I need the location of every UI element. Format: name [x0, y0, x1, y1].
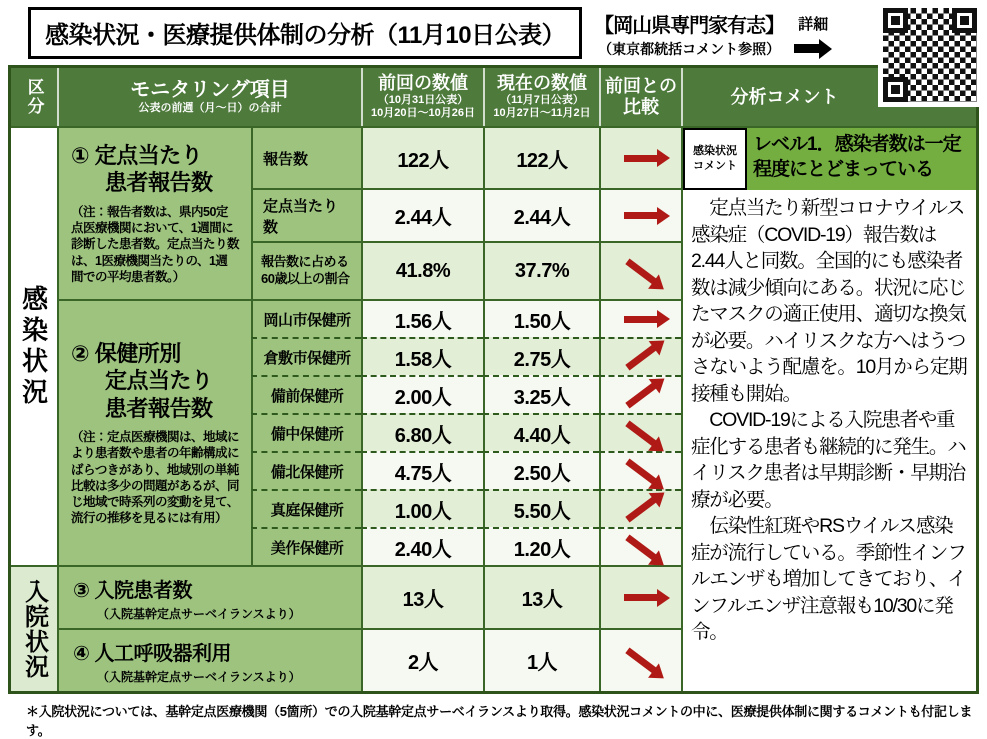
section-2-by-health-center: ② 保健所別 定点当たり 患者報告数 （注：定点医療機関は、地域により患者数や患者の年齢構成にばらつきがあり、地域別の単純比較は多少の問題があるが、同じ地域で時系列の変動を見て、流行の推移を見るには有用） — [57, 299, 251, 565]
row-label-over-60-ratio: 報告数に占める60歳以上の割合 — [251, 241, 361, 299]
qr-code — [878, 3, 982, 107]
comment-paragraph: 定点当たり新型コロナウイルス感染症（COVID-19）報告数は2.44人と同数。全国的にも感染者数は減少傾向にある。状況に応じたマスクの適正使用、適切な換気が必要。ハイリスクな方へはうつさないよう配慮を。10月から定期接種も開始。 — [691, 197, 967, 405]
level-statement: レベル1．感染者数は一定程度にとどまっている — [747, 128, 976, 190]
section-4-ventilator-use: ④ 人工呼吸器利用 （入院基幹定点サーベイランスより） — [57, 628, 361, 691]
trend-arrow-icon — [625, 420, 656, 446]
current-value: 122人 — [483, 126, 599, 188]
trend-arrow-icon — [625, 258, 656, 284]
source-name: 【岡山県専門家有志】 — [594, 15, 785, 37]
infection-status-comment-badge: 感染状況コメント — [683, 128, 747, 190]
comment-paragraph: 伝染性紅斑やRSウイルス感染症が流行している。季節性インフルエンザも増加してきており、インフルエンザ注意報も10/30に発令。 — [691, 515, 966, 644]
current-value: 13人 — [483, 565, 599, 628]
trend-arrow — [599, 337, 681, 375]
prev-value: 1.58人 — [361, 337, 483, 375]
prev-value: 2.40人 — [361, 527, 483, 565]
trend-arrow — [599, 628, 681, 691]
row-label-per-fixed-point: 定点当たり数 — [251, 188, 361, 241]
trend-arrow — [599, 565, 681, 628]
trend-arrow-icon — [625, 534, 656, 560]
row-label-bitchu: 備中保健所 — [251, 413, 361, 451]
trend-arrow — [599, 126, 681, 188]
prev-value: 2.44人 — [361, 188, 483, 241]
prev-value: 122人 — [361, 126, 483, 188]
row-label-bihoku: 備北保健所 — [251, 451, 361, 489]
top-bar — [0, 7, 987, 59]
page-title-text: 感染状況・医療提供体制の分析（11月10日公表） — [45, 22, 566, 49]
current-value: 2.75人 — [483, 337, 599, 375]
header-prev-value: 前回の数値 （10月31日公表） 10月20日～10月26日 — [361, 68, 483, 126]
trend-arrow-icon — [625, 344, 656, 370]
detail-block — [794, 13, 832, 53]
trend-arrow-icon — [624, 155, 658, 162]
category-infection-status: 感染状況 — [11, 126, 57, 565]
qr-finder-icon — [952, 8, 977, 33]
row-label-maniwa: 真庭保健所 — [251, 489, 361, 527]
header-compare: 前回との比較 — [599, 68, 681, 126]
comment-body — [683, 190, 976, 646]
prev-value: 2人 — [361, 628, 483, 691]
trend-arrow — [599, 489, 681, 527]
prev-value: 1.00人 — [361, 489, 483, 527]
trend-arrow-icon — [624, 212, 658, 219]
prev-value: 1.56人 — [361, 299, 483, 337]
trend-arrow-icon — [625, 458, 656, 484]
detail-label: 詳細 — [798, 16, 829, 33]
trend-arrow-icon — [625, 382, 656, 408]
current-value: 2.50人 — [483, 451, 599, 489]
current-value: 3.25人 — [483, 375, 599, 413]
page-title — [28, 7, 582, 59]
header-monitoring: モニタリング項目 公表の前週（月～日）の合計 — [57, 68, 361, 126]
header-kubun: 区分 — [11, 68, 57, 126]
current-value: 4.40人 — [483, 413, 599, 451]
row-label-bizen: 備前保健所 — [251, 375, 361, 413]
current-value: 5.50人 — [483, 489, 599, 527]
section-1-fixed-point-reports: ① 定点当たり 患者報告数 （注：報告者数は、県内50定点医療機関において、1週間に診断した患者数。定点当たり数は、1医療機関当たりの、1週間での平均患者数。） — [57, 126, 251, 299]
prev-value: 6.80人 — [361, 413, 483, 451]
trend-arrow — [599, 375, 681, 413]
row-label-okayama-city: 岡山市保健所 — [251, 299, 361, 337]
trend-arrow-icon — [625, 647, 656, 673]
trend-arrow — [599, 451, 681, 489]
trend-arrow-icon — [624, 594, 658, 601]
arrow-right-icon — [794, 44, 820, 53]
prev-value: 2.00人 — [361, 375, 483, 413]
trend-arrow — [599, 413, 681, 451]
prev-value: 4.75人 — [361, 451, 483, 489]
header-current-value: 現在の数値 （11月7日公表） 10月27日～11月2日 — [483, 68, 599, 126]
prev-value: 13人 — [361, 565, 483, 628]
trend-arrow — [599, 241, 681, 299]
source-note: （東京都統括コメント参照） — [598, 41, 781, 57]
analysis-comment-panel — [681, 126, 976, 691]
section-3-inpatients: ③ 入院患者数 （入院基幹定点サーベイランスより） — [57, 565, 361, 628]
qr-finder-icon — [883, 77, 908, 102]
header-comment: 分析コメント — [681, 68, 976, 126]
trend-arrow — [599, 527, 681, 565]
row-label-mimasaka: 美作保健所 — [251, 527, 361, 565]
monitoring-table — [8, 65, 979, 694]
current-value: 1.20人 — [483, 527, 599, 565]
trend-arrow — [599, 299, 681, 337]
trend-arrow — [599, 188, 681, 241]
current-value: 37.7% — [483, 241, 599, 299]
current-value: 1人 — [483, 628, 599, 691]
category-hospitalization-status: 入院状況 — [11, 565, 57, 691]
qr-finder-icon — [883, 8, 908, 33]
qr-code-icon — [883, 8, 977, 102]
current-value: 2.44人 — [483, 188, 599, 241]
footnote: ＊入院状況については、基幹定点医療機関（5箇所）での入院基幹定点サーベイランスより取得。感染状況コメントの中に、医療提供体制に関するコメントも付記します。 — [26, 704, 973, 738]
row-label-kurashiki-city: 倉敷市保健所 — [251, 337, 361, 375]
row-label-report-count: 報告数 — [251, 126, 361, 188]
source-block — [594, 9, 784, 59]
trend-arrow-icon — [624, 316, 658, 323]
prev-value: 41.8% — [361, 241, 483, 299]
comment-paragraph: COVID-19による入院患者や重症化する患者も継続的に発生。ハイリスク患者は早期診断・早期治療が必要。 — [691, 409, 966, 511]
current-value: 1.50人 — [483, 299, 599, 337]
trend-arrow-icon — [625, 496, 656, 522]
comment-header — [683, 128, 976, 190]
